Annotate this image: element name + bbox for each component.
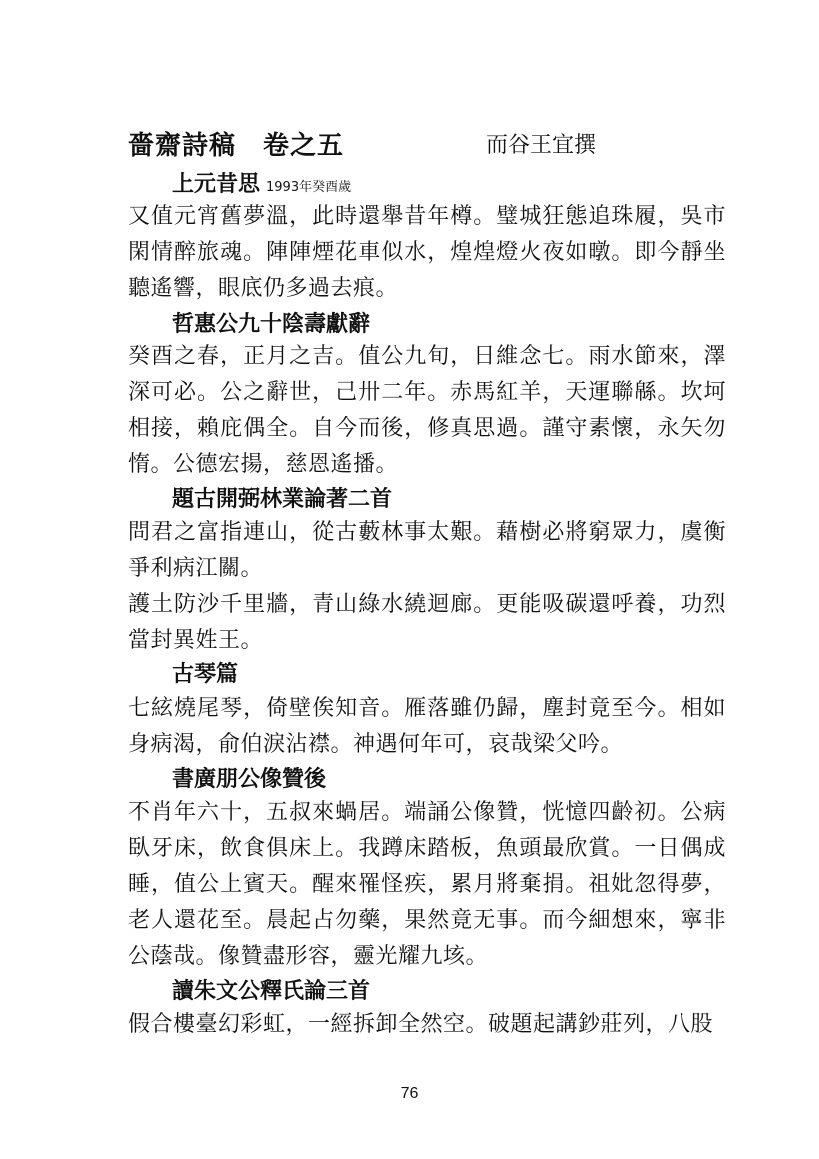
book-title: 嗇齋詩稿 卷之五	[128, 131, 345, 161]
poem-body: 不肖年六十，五叔來蝸居。端誦公像贊，恍憶四齡初。公病臥牙床，飲食俱床上。我蹲床踏板，魚頭最欣賞。一日偶成睡，值公上賓天。醒來罹怪疾，累月將棄捐。祖妣忽得夢，老人還花至。晨起占勿藥，果然竟无事。而今細想來，寧非公蔭哉。像贊盡形容，靈光耀九垓。	[128, 800, 726, 969]
poem-body: 假合樓臺幻彩虹，一經拆卸全然空。破題起講鈔莊列，八股	[128, 1012, 714, 1037]
page-number: 76	[400, 1085, 419, 1102]
poem-body-second: 護土防沙千里牆，青山綠水繞迴廊。更能吸碳還呼養，功烈當封異姓王。	[128, 592, 726, 653]
poem-title: 哲惠公九十陰壽獻辭	[172, 311, 371, 337]
poem-title: 書廣朋公像贊後	[172, 766, 327, 792]
poem-year: 1993	[266, 180, 300, 195]
poem-body: 問君之富指連山，從古藪林事太艱。藉樹必將窮眾力，虞衡爭利病江關。	[128, 520, 726, 581]
poem-title-text: 上元昔思	[172, 171, 261, 197]
poem-title: 讀朱文公釋氏論三首	[172, 978, 371, 1004]
poem-title: 題古開弼林業論著二首	[172, 486, 393, 512]
poem-body: 七絃燒尾琴，倚壁俟知音。雁落雖仍歸，塵封竟至今。相如身病渴，俞伯淚沾襟。神遇何年可，哀哉梁父吟。	[128, 696, 726, 757]
author-line: 而谷王宜撰	[486, 133, 597, 158]
poem-title: 古琴篇	[172, 661, 239, 687]
page-header	[128, 128, 728, 164]
poem-body: 又值元宵舊夢溫，此時還舉昔年樽。璧城狂態追珠履，吳市閑情醉旅魂。陣陣煙花車似水，煌煌燈火夜如暾。即今靜坐聽遙響，眼底仍多過去痕。	[128, 204, 726, 301]
poem-title	[172, 170, 351, 202]
poem-year-suffix: 年癸酉歲	[299, 180, 352, 195]
poem-body: 癸酉之春，正月之吉。值公九旬，日維念七。雨水節來，澤深可必。公之辭世，己卅二年。赤馬紅羊，天運聯緜。坎坷相接，賴庇偶全。自今而後，修真思過。謹守素懷，永矢勿惰。公德宏揚，慈恩遙播。	[128, 344, 726, 477]
